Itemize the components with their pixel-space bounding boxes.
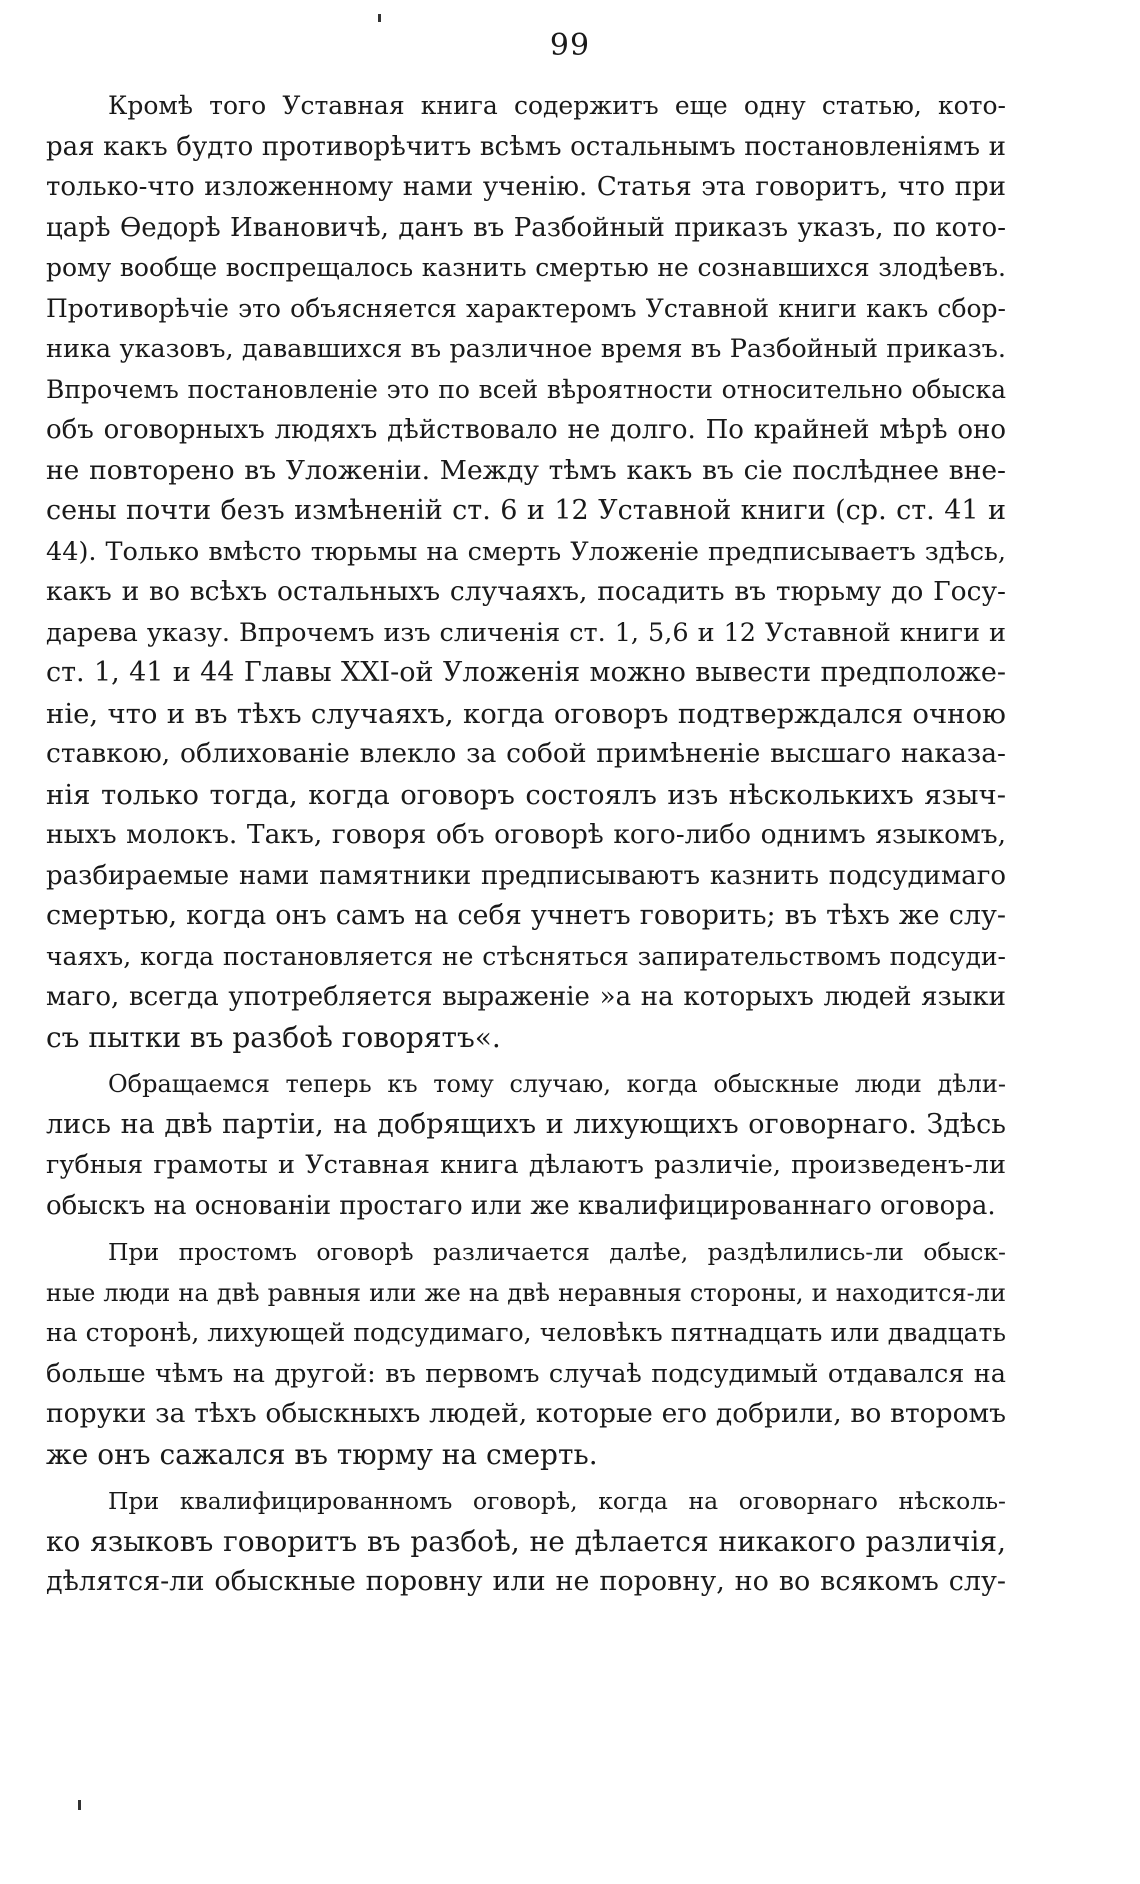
text-line: ника указовъ, дававшихся въ различное время въ Разбойный приказъ. [46,334,1006,364]
text-line: ставкою, облихованіе влекло за собой примѣненіе высшаго наказа- [46,738,1006,769]
text-line: лись на двѣ партіи, на добрящихъ и лихующихъ оговорнаго. Здѣсь [46,1108,1006,1140]
text-line: рому вообще воспрещалось казнить смертью не сознавшихся злодѣевъ. [46,253,1006,282]
text-line: рая какъ будто противорѣчитъ всѣмъ остальнымъ постановленіямъ и [46,131,1006,162]
text-line: Обращаемся теперь къ тому случаю, когда обыскные люди дѣли- [108,1070,1006,1098]
text-line: обыскъ на основаніи простаго или же квалифицированнаго оговора. [46,1190,996,1221]
text-line: маго, всегда употребляется выраженіе »а на которыхъ людей языки [46,982,1006,1012]
paragraph-2 [46,1064,1006,1226]
text-line: сены почти безъ измѣненій ст. 6 и 12 Уставной книги (ср. ст. 41 и [46,495,1006,526]
text-line: При квалифицированномъ оговорѣ, когда на оговорнаго нѣсколь- [108,1487,1006,1515]
scan-speck [378,14,381,22]
text-line: какъ и во всѣхъ остальныхъ случаяхъ, посадить въ тюрьму до Госу- [46,576,1006,607]
text-line: не повторено въ Уложеніи. Между тѣмъ какъ въ сіе послѣднее вне- [46,454,1006,486]
text-line: Кромѣ того Уставная книга содержитъ еще одну статью, кото- [108,91,1006,120]
scan-speck [78,1800,81,1810]
text-line: объ оговорныхъ людяхъ дѣйствовало не долго. По крайней мѣрѣ оно [46,415,1006,445]
text-line: Впрочемъ постановленіе это по всей вѣроятности относительно обыска [46,374,1006,404]
text-line: нія только тогда, когда оговоръ состоялъ изъ нѣсколькихъ языч- [46,778,1006,811]
text-line: Противорѣчіе это объясняется характеромъ Уставной книги какъ сбор- [46,293,1006,323]
text-line: губныя грамоты и Уставная книга дѣлаютъ различіе, произведенъ-ли [46,1150,1006,1180]
text-line: съ пытки въ разбоѣ говорятъ«. [46,1020,501,1054]
text-line: смертью, когда онъ самъ на себя учнетъ говорить; въ тѣхъ же слу- [46,900,1006,931]
text-line: на сторонѣ, лихующей подсудимаго, человѣкъ пятнадцать или двадцать [46,1318,1006,1347]
text-line: ныхъ молокъ. Такъ, говоря объ оговорѣ кого-либо однимъ языкомъ, [46,819,1006,850]
text-line: поруки за тѣхъ обыскныхъ людей, которые его добрили, во второмъ [46,1398,1006,1429]
body-text [46,86,1006,1603]
text-line: ст. 1, 41 и 44 Главы XXI-ой Уложенія можно вывести предположе- [46,657,1006,688]
paragraph-3 [46,1232,1006,1475]
text-line: дарева указу. Впрочемъ изъ сличенія ст. 1, 5,6 и 12 Уставной книги и [46,617,1006,648]
text-line: царѣ Ѳедорѣ Ивановичѣ, данъ въ Разбойный приказъ указъ, по кото- [46,212,1006,243]
text-line: ніе, что и въ тѣхъ случаяхъ, когда оговоръ подтверждался очною [46,697,1006,730]
text-line: разбираемые нами памятники предписываютъ казнить подсудимаго [46,860,1006,891]
text-line: только-что изложенному нами ученію. Статья эта говоритъ, что при [46,172,1006,202]
text-line: ные люди на двѣ равныя или же на двѣ неравныя стороны, и находится-ли [46,1278,1006,1307]
text-line: чаяхъ, когда постановляется не стѣсняться запирательствомъ подсуди- [46,941,1006,971]
page-number: 99 [549,28,591,63]
text-line: больше чѣмъ на другой: въ первомъ случаѣ подсудимый отдавался на [46,1358,1006,1389]
text-line: 44). Только вмѣсто тюрьмы на смерть Уложеніе предписываетъ здѣсь, [46,536,1006,567]
text-line: ко языковъ говоритъ въ разбоѣ, не дѣлается никакого различія, [46,1524,1006,1558]
paragraph-1 [46,86,1006,1058]
text-line: При простомъ оговорѣ различается далѣе, раздѣлились-ли обыск- [108,1238,1006,1266]
text-line: дѣлятся-ли обыскные поровну или не поровну, но во всякомъ слу- [46,1566,1006,1597]
text-line: же онъ сажался въ тюрму на смерть. [46,1437,598,1471]
paragraph-4 [46,1481,1006,1603]
